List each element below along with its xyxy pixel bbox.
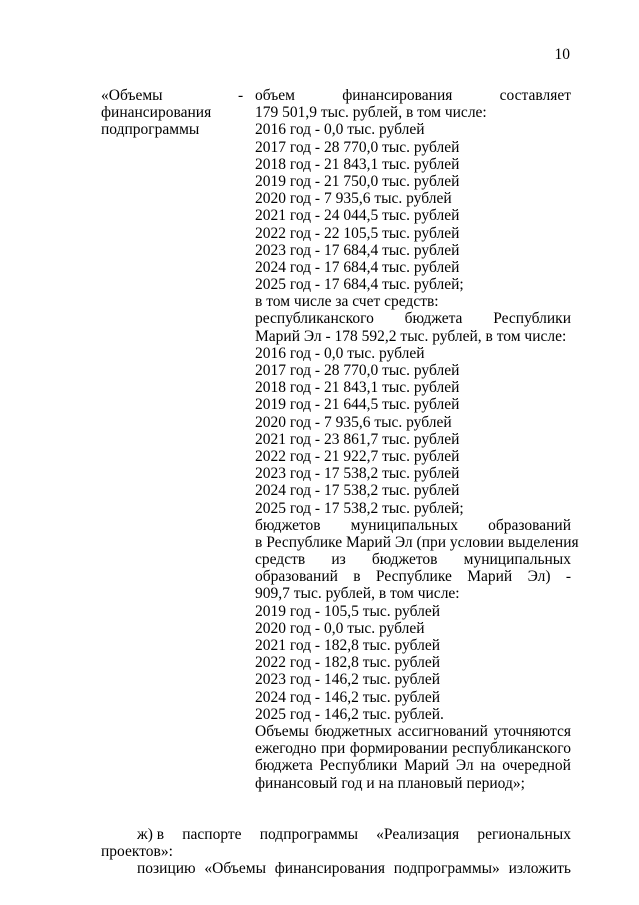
- value-line: [255, 723, 571, 740]
- word: позицию: [137, 860, 196, 878]
- value-line: 2021 год - 24 044,5 тыс. рублей: [255, 207, 460, 225]
- word: Объемы: [255, 722, 309, 740]
- body-paragraphs: [101, 826, 571, 878]
- word: ж) в: [137, 826, 165, 843]
- word: подпрограммы»: [393, 860, 500, 878]
- word: при: [320, 740, 346, 758]
- word: в Республике Марий Эл (при условии выделения: [255, 533, 579, 551]
- page-number: 10: [554, 46, 570, 63]
- word: Эл: [455, 757, 474, 775]
- value-line: 2022 год - 182,8 тыс. рублей: [255, 654, 441, 672]
- word: ежегодно: [255, 740, 317, 758]
- value-line: 2025 год - 17 538,2 тыс. рублей;: [255, 499, 464, 517]
- word: Республики: [493, 310, 571, 328]
- paragraph-line: [101, 826, 571, 843]
- word: Эл): [527, 568, 551, 586]
- value-line: 2025 год - 17 684,4 тыс. рублей;: [255, 276, 464, 294]
- value-line: 179 501,9 тыс. рублей, в том числе:: [255, 104, 487, 122]
- word: проектов»:: [101, 843, 173, 861]
- word: бюджетных: [314, 722, 392, 740]
- value-line: [255, 533, 579, 551]
- word: «Объемы: [204, 860, 266, 878]
- word: уточняются: [493, 722, 571, 740]
- value-line: 2024 год - 17 538,2 тыс. рублей: [255, 482, 460, 500]
- value-line: 2016 год - 0,0 тыс. рублей: [255, 344, 425, 362]
- value-line: 2024 год - 146,2 тыс. рублей: [255, 688, 441, 706]
- word: Марий: [404, 757, 450, 775]
- value-line: 2019 год - 21 644,5 тыс. рублей: [255, 396, 460, 414]
- word: финансирования: [274, 860, 385, 878]
- value-line: Марий Эл - 178 592,2 тыс. рублей, в том числе:: [255, 327, 567, 345]
- word: республиканского: [452, 740, 571, 758]
- word: изложить: [508, 860, 571, 878]
- table-label-column: [101, 87, 251, 139]
- value-line: в том числе за счет средств:: [255, 293, 439, 311]
- value-line: [255, 740, 571, 757]
- word: очередной: [502, 757, 571, 775]
- word: республиканского: [255, 310, 374, 328]
- word: образований: [255, 568, 338, 586]
- word: средств: [255, 551, 306, 569]
- paragraph-line: [101, 843, 571, 860]
- word: Республики: [319, 757, 398, 775]
- value-line: 2018 год - 21 843,1 тыс. рублей: [255, 379, 460, 397]
- value-line: 2017 год - 28 770,0 тыс. рублей: [255, 362, 460, 379]
- value-line: 2023 год - 17 538,2 тыс. рублей: [255, 465, 460, 483]
- value-line: 2020 год - 7 935,6 тыс. рублей: [255, 413, 452, 431]
- word: бюджетов: [255, 516, 321, 534]
- value-line: 2023 год - 146,2 тыс. рублей: [255, 671, 441, 689]
- value-line: финансовый год и на плановый период»;: [255, 774, 525, 792]
- value-line: 909,7 тыс. рублей, в том числе:: [255, 585, 460, 603]
- value-line: 2017 год - 28 770,0 тыс. рублей: [255, 138, 460, 156]
- word: бюджета: [255, 757, 313, 775]
- label-line: «Объемы: [101, 87, 163, 104]
- value-line: 2021 год - 182,8 тыс. рублей: [255, 637, 441, 654]
- label-line: финансирования: [101, 104, 212, 122]
- word: муниципальных: [463, 551, 571, 569]
- value-line: [255, 551, 571, 568]
- word: паспорте: [182, 826, 242, 843]
- word: «Реализация: [376, 826, 460, 843]
- word: на: [480, 757, 496, 775]
- value-line: 2019 год - 21 750,0 тыс. рублей: [255, 172, 460, 190]
- value-line: [255, 568, 571, 585]
- word: составляет: [499, 87, 571, 104]
- value-line: 2016 год - 0,0 тыс. рублей: [255, 121, 425, 139]
- word: объем: [255, 87, 295, 104]
- word: ассигнований: [397, 722, 488, 740]
- label-line: подпрограммы: [101, 121, 200, 139]
- word: подпрограммы: [259, 826, 359, 843]
- value-line: 2022 год - 21 922,7 тыс. рублей: [255, 447, 460, 465]
- value-line: [255, 310, 571, 327]
- word: -: [565, 568, 571, 586]
- value-line: 2020 год - 7 935,6 тыс. рублей: [255, 190, 452, 208]
- value-line: 2025 год - 146,2 тыс. рублей.: [255, 705, 444, 723]
- value-line: [255, 757, 571, 774]
- word: образований: [488, 516, 571, 534]
- paragraph-line: [101, 860, 571, 877]
- word: региональных: [477, 826, 571, 843]
- value-line: 2023 год - 17 684,4 тыс. рублей: [255, 241, 460, 259]
- word: Республике: [375, 568, 452, 586]
- word: муниципальных: [350, 516, 458, 534]
- value-line: 2019 год - 105,5 тыс. рублей: [255, 602, 441, 620]
- value-line: [255, 87, 571, 104]
- word: из: [331, 551, 346, 569]
- value-line: 2024 год - 17 684,4 тыс. рублей: [255, 258, 460, 276]
- value-line: 2020 год - 0,0 тыс. рублей: [255, 619, 425, 637]
- label-dash: -: [238, 87, 244, 104]
- word: Марий: [467, 568, 513, 586]
- word: финансирования: [342, 87, 453, 104]
- table-value-column: [255, 87, 579, 792]
- word: формировании: [349, 740, 448, 758]
- value-line: 2021 год - 23 861,7 тыс. рублей: [255, 430, 460, 448]
- value-line: [255, 517, 571, 534]
- word: в: [353, 568, 361, 586]
- value-line: 2022 год - 22 105,5 тыс. рублей: [255, 224, 460, 242]
- word: бюджетов: [371, 551, 438, 569]
- value-line: 2018 год - 21 843,1 тыс. рублей: [255, 155, 460, 173]
- word: бюджета: [404, 310, 463, 328]
